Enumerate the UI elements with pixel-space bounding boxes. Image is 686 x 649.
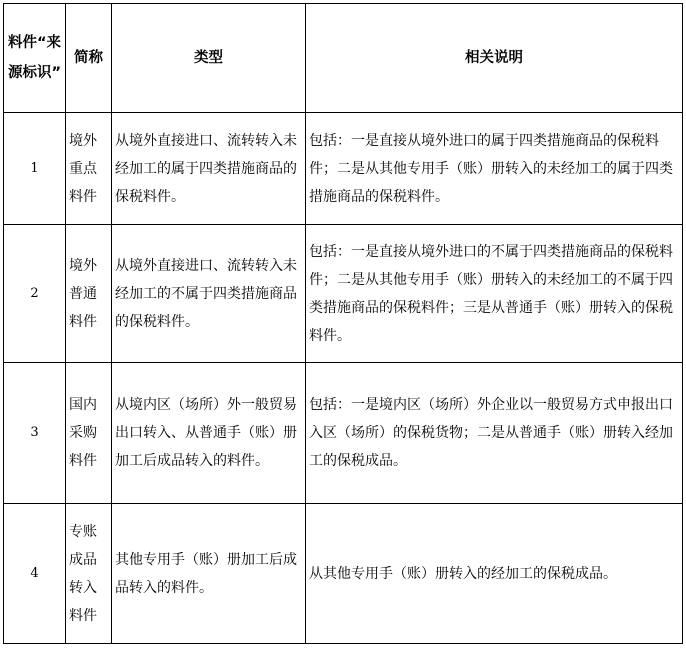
table-row [4, 113, 683, 225]
row-desc: 包括：一是境内区（场所）外企业以一般贸易方式申报出口入区（场所）的保税货物；二是从普通手（账）册转入经加工的保税成品。 [306, 363, 683, 504]
header-type: 类型 [112, 4, 306, 113]
row-desc: 包括：一是直接从境外进口的不属于四类措施商品的保税料件；二是从其他专用手（账）册转入的未经加工的不属于四类措施商品的保税料件；三是从普通手（账）册转入的保税料件。 [306, 225, 683, 363]
row-type: 其他专用手（账）册加工后成品转入的料件。 [112, 504, 306, 644]
row-abbr: 境外重点料件 [66, 113, 112, 225]
row-type: 从境内区（场所）外一般贸易出口转入、从普通手（账）册加工后成品转入的料件。 [112, 363, 306, 504]
row-type: 从境外直接进口、流转转入未经加工的属于四类措施商品的保税料件。 [112, 113, 306, 225]
table-row [4, 225, 683, 363]
row-number: 3 [4, 363, 66, 504]
row-number: 1 [4, 113, 66, 225]
row-type: 从境外直接进口、流转转入未经加工的不属于四类措施商品的保税料件。 [112, 225, 306, 363]
row-abbr: 专账成品转入料件 [66, 504, 112, 644]
row-desc: 包括：一是直接从境外进口的属于四类措施商品的保税料件；二是从其他专用手（账）册转入的未经加工的属于四类措施商品的保税料件。 [306, 113, 683, 225]
row-abbr: 国内采购料件 [66, 363, 112, 504]
row-number: 4 [4, 504, 66, 644]
header-source-id: 料件“来源标识” [4, 4, 66, 113]
row-number: 2 [4, 225, 66, 363]
row-desc: 从其他专用手（账）册转入的经加工的保税成品。 [306, 504, 683, 644]
data-table [3, 3, 683, 644]
table-row [4, 363, 683, 504]
header-desc: 相关说明 [306, 4, 683, 113]
header-abbr: 简称 [66, 4, 112, 113]
row-abbr: 境外普通料件 [66, 225, 112, 363]
header-row [4, 4, 683, 113]
table-row [4, 504, 683, 644]
